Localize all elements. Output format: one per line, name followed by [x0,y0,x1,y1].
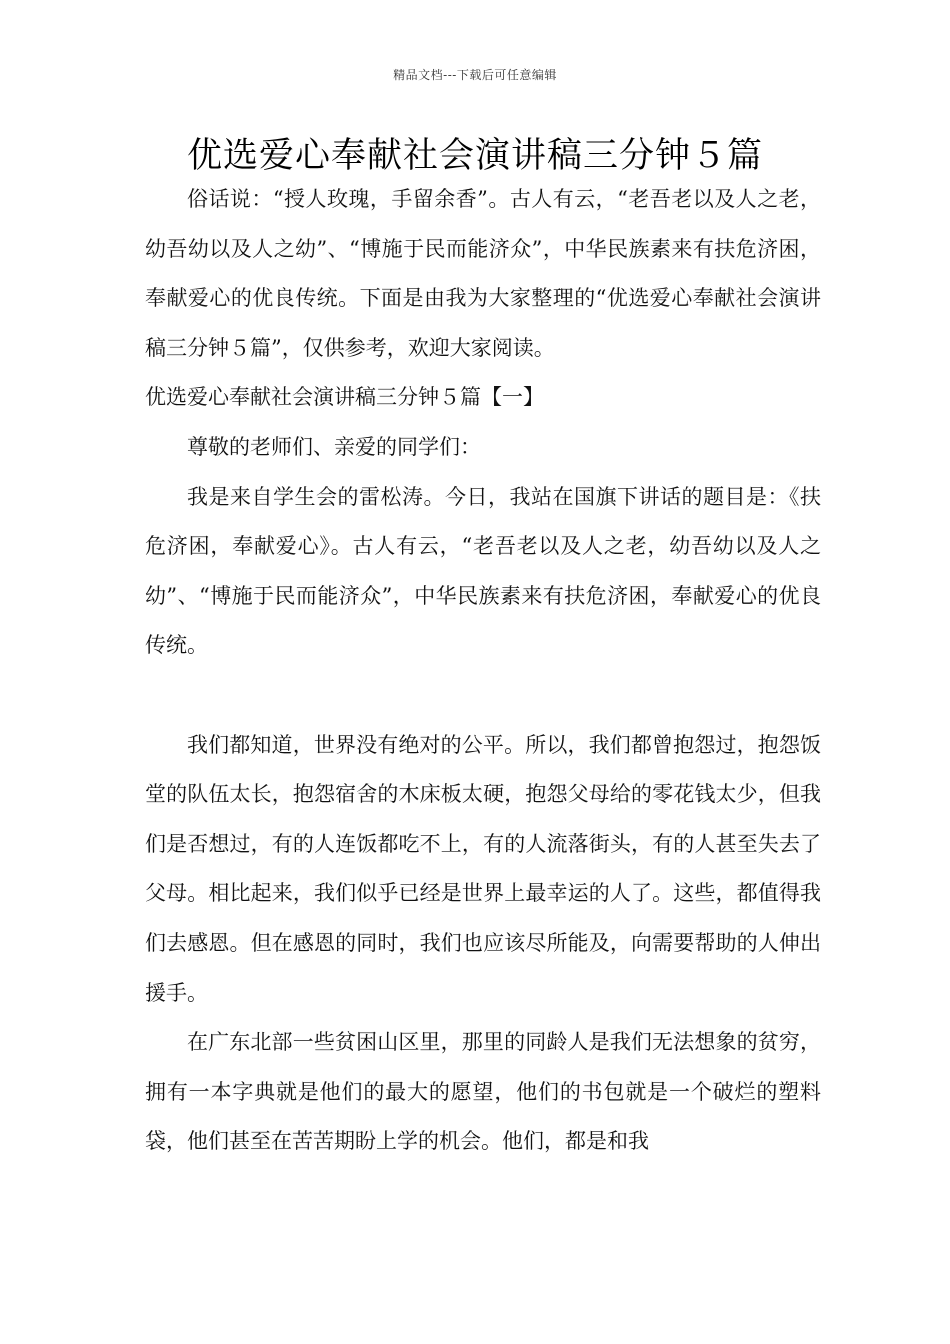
blank-line [145,671,821,721]
header-note: 精品文档---下载后可任意编辑 [393,68,557,82]
document-title: 优选爱心奉献社会演讲稿三分钟５篇 [186,136,763,176]
body-paragraph-1: 我是来自学生会的雷松涛。今日，我站在国旗下讲话的题目是：《扶危济困，奉献爱心》。古人有云，“老吾老以及人之老，幼吾幼以及人之幼”、“博施于民而能济众”，中华民族素来有扶危济困，奉献爱心的优良传统。 [145,484,821,658]
body-paragraph-3: 在广东北部一些贫困山区里，那里的同龄人是我们无法想象的贫穷，拥有一本字典就是他们的最大的愿望，他们的书包就是一个破烂的塑料袋，他们甚至在苦苦期盼上学的机会。他们，都是和我 [145,1030,821,1154]
greeting-paragraph: 尊敬的老师们、亲爱的同学们： [187,434,481,459]
section-heading: 优选爱心奉献社会演讲稿三分钟５篇【一】 [145,385,544,410]
body-paragraph-2: 我们都知道，世界没有绝对的公平。所以，我们都曾抱怨过，抱怨饭堂的队伍太长，抱怨宿舍的木床板太硬，抱怨父母给的零花钱太少，但我们是否想过，有的人连饭都吃不上，有的人流落街头，有的人甚至失去了父母。相比起来，我们似乎已经是世界上最幸运的人了。这些，都值得我们去感恩。但在感恩的同时，我们也应该尽所能及，向需要帮助的人伸出援手。 [145,732,821,1005]
intro-paragraph: 俗话说：“授人玫瑰，手留余香”。古人有云，“老吾老以及人之老，幼吾幼以及人之幼”、“博施于民而能济众”，中华民族素来有扶危济困，奉献爱心的优良传统。下面是由我为大家整理的“优选爱心奉献社会演讲稿三分钟５篇”，仅供参考，欢迎大家阅读。 [145,187,821,360]
document-body [145,175,821,1167]
